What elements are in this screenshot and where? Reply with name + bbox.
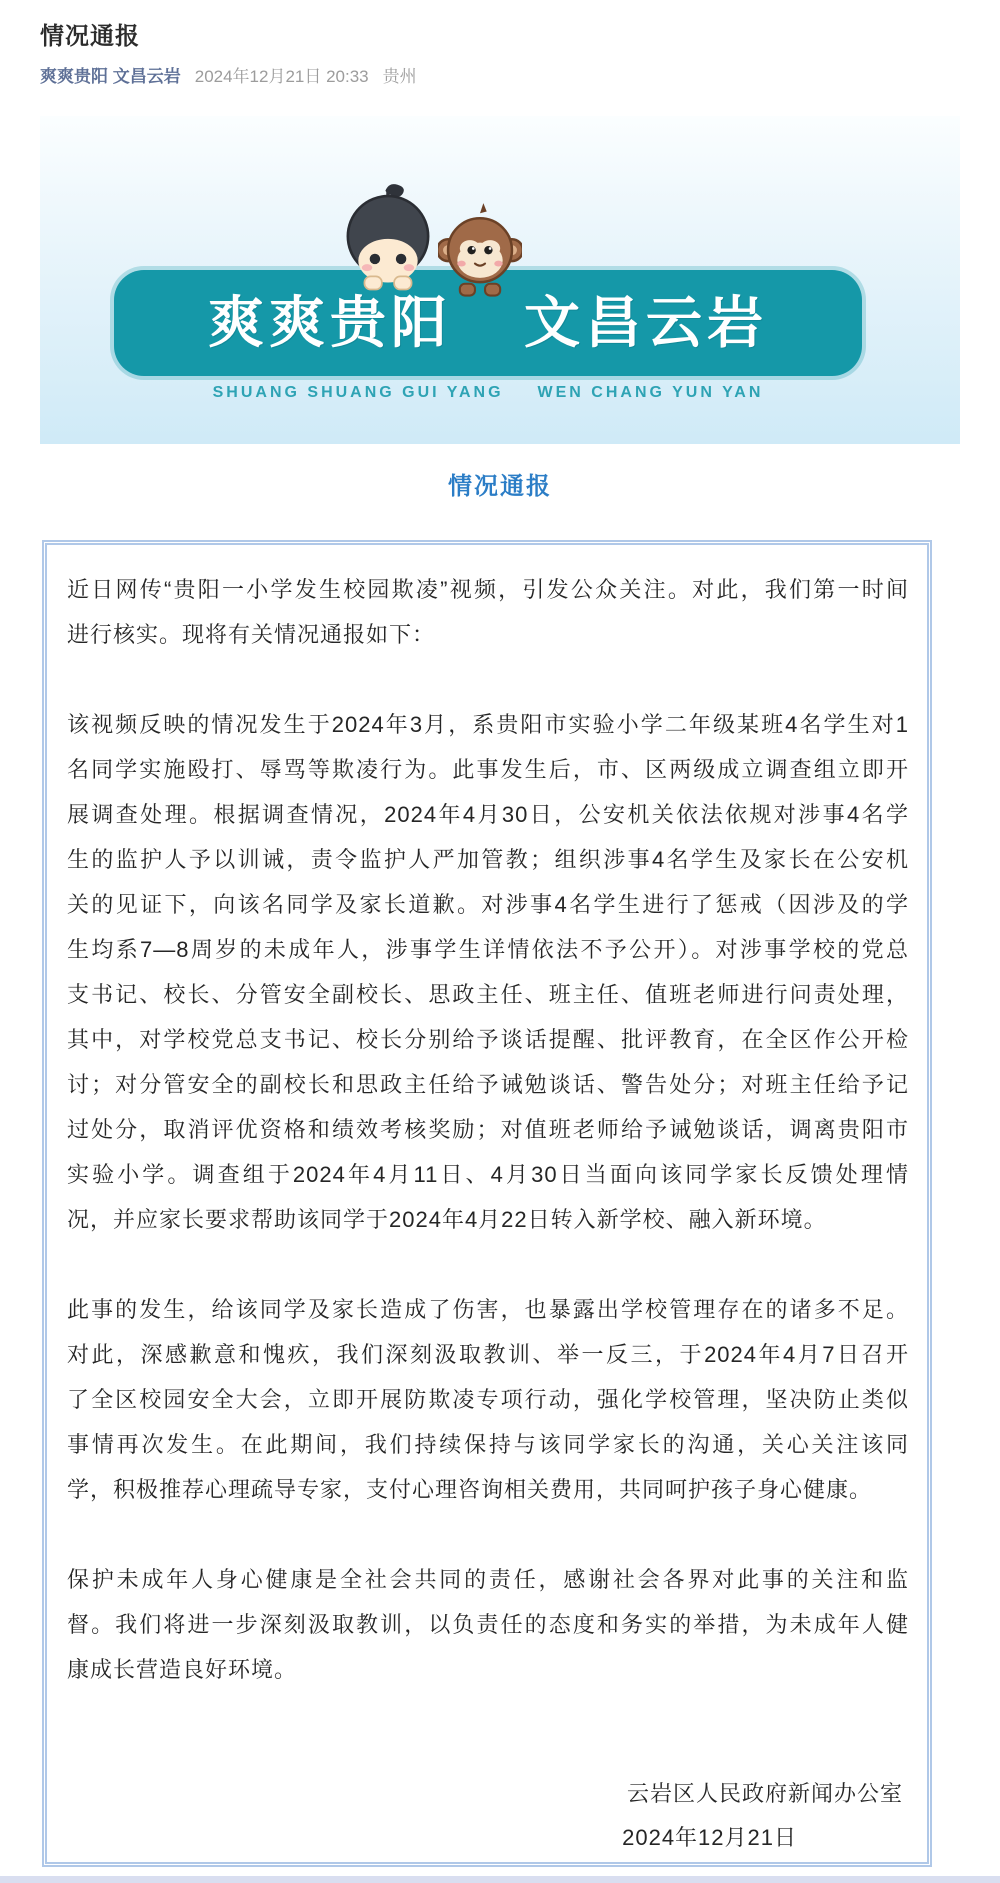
paragraph [67, 567, 909, 657]
paragraph-line: 生的监护人予以训诫，责令监护人严加管教；组织涉事4名学生及家长在公安机 [67, 847, 909, 872]
banner-pinyin [114, 384, 862, 402]
boy-mascot-icon [340, 174, 436, 302]
paragraph-line: 其中，对学校党总支书记、校长分别给予谈话提醒、批评教育，在全区作公开检 [67, 1027, 909, 1052]
paragraph-line: 展调查处理。根据调查情况，2024年4月30日，公安机关依法依规对涉事4名学 [67, 802, 909, 827]
paragraph [67, 1287, 909, 1512]
paragraph-line: 进行核实。现将有关情况通报如下： [67, 622, 436, 647]
mascots [340, 174, 520, 304]
banner-title-right: 文昌云岩 [524, 291, 768, 354]
account-name-link[interactable]: 爽爽贵阳 文昌云岩 [40, 67, 181, 86]
signature-date: 2024年12月21日 [622, 1825, 797, 1850]
paragraph-line: 了全区校园安全大会，立即开展防欺凌专项行动，强化学校管理，坚决防止类似 [67, 1387, 909, 1412]
paragraph-line: 保护未成年人身心健康是全社会共同的责任，感谢社会各界对此事的关注和监 [67, 1567, 909, 1592]
paragraph-line: 督。我们将进一步深刻汲取教训，以负责任的态度和务实的举措，为未成年人健 [67, 1612, 909, 1637]
paragraph-line: 讨；对分管安全的副校长和思政主任给予诫勉谈话、警告处分；对班主任给予记 [67, 1072, 909, 1097]
notice-paragraphs [67, 567, 909, 1692]
paragraph-line: 况，并应家长要求帮助该同学于2024年4月22日转入新学校、融入新环境。 [67, 1207, 827, 1232]
paragraph-line: 事情再次发生。在此期间，我们持续保持与该同学家长的沟通，关心关注该同 [67, 1432, 909, 1457]
paragraph-line: 支书记、校长、分管安全副校长、思政主任、班主任、值班老师进行问责处理， [67, 982, 909, 1007]
paragraph-line: 关的见证下，向该名同学及家长道歉。对涉事4名学生进行了惩戒（因涉及的学 [67, 892, 909, 917]
banner-pinyin-right: WEN CHANG YUN YAN [537, 384, 764, 401]
paragraph-line: 过处分，取消评优资格和绩效考核奖励；对值班老师给予诫勉谈话，调离贵阳市 [67, 1117, 909, 1142]
paragraph-line: 该视频反映的情况发生于2024年3月，系贵阳市实验小学二年级某班4名学生对1 [67, 712, 909, 737]
paragraph-line: 生均系7—8周岁的未成年人，涉事学生详情依法不予公开）。对涉事学校的党总 [67, 937, 909, 962]
paragraph [67, 702, 909, 1242]
notice-box [42, 540, 932, 1867]
paragraph-line: 此事的发生，给该同学及家长造成了伤害，也暴露出学校管理存在的诸多不足。 [67, 1297, 909, 1322]
banner-title-left: 爽爽贵阳 [208, 291, 452, 354]
signature-office: 云岩区人民政府新闻办公室 [626, 1781, 903, 1806]
paragraph-line: 康成长营造良好环境。 [67, 1657, 298, 1682]
monkey-mascot-icon [438, 198, 522, 304]
paragraph [67, 1557, 909, 1692]
paragraph-line: 近日网传“贵阳一小学发生校园欺凌”视频，引发公众关注。对此，我们第一时间 [67, 577, 909, 602]
paragraph-line: 对此，深感歉意和愧疚，我们深刻汲取教训、举一反三，于2024年4月7日召开 [67, 1342, 909, 1367]
page-title: 情况通报 [40, 23, 140, 50]
byline [40, 62, 417, 87]
notice-heading: 情况通报 [448, 473, 552, 500]
paragraph-line: 学，积极推荐心理疏导专家，支付心理咨询相关费用，共同呵护孩子身心健康。 [67, 1477, 873, 1502]
banner-image[interactable] [40, 116, 960, 444]
banner-pinyin-left: SHUANG SHUANG GUI YANG [212, 384, 504, 401]
publish-datetime: 2024年12月21日 20:33 [194, 67, 369, 86]
signature-block [67, 1772, 909, 1860]
paragraph-line: 名同学实施殴打、辱骂等欺凌行为。此事发生后，市、区两级成立调查组立即开 [67, 757, 909, 782]
publish-location: 贵州 [382, 67, 417, 86]
next-section-strip [0, 1876, 1000, 1883]
paragraph-line: 实验小学。调查组于2024年4月11日、4月30日当面向该同学家长反馈处理情 [67, 1162, 909, 1187]
